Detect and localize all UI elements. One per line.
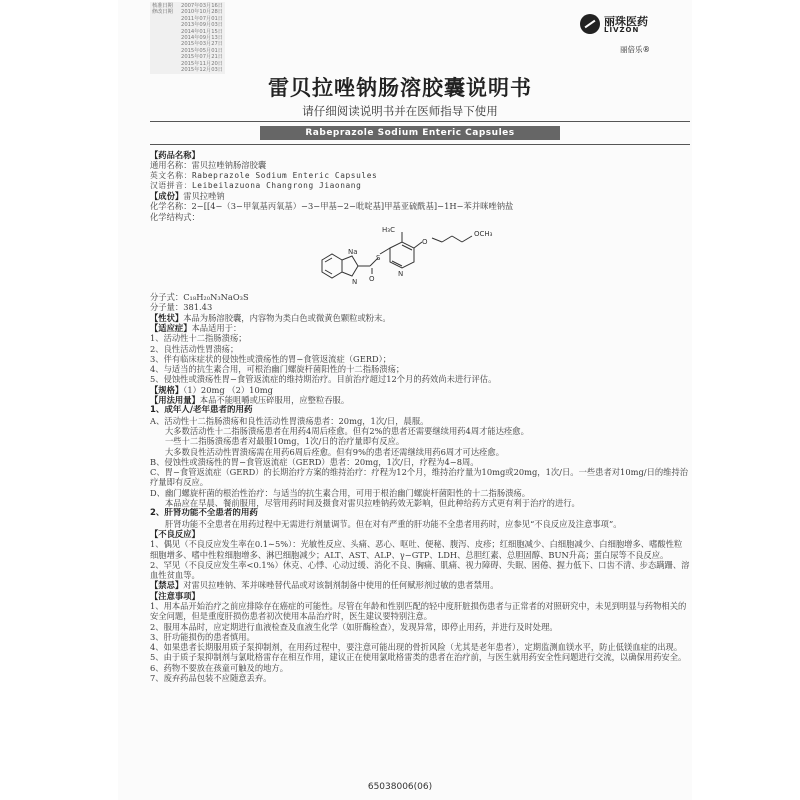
properties-text: 本品为肠溶胶囊，内容物为类白色或微黄色颗粒或粉末。 [183,312,391,323]
revision-date: 2010年10月28日 [181,9,223,16]
company-name-cn: 丽珠医药 [604,15,648,28]
note-item: 6、药物不要放在孩童可触及的地方。 [150,662,289,673]
structure-label: 化学结构式： [150,211,200,222]
molecular-weight: 分子量：381.43 [150,302,213,313]
leaflet-body [150,150,690,683]
pinyin-name: 汉语拼音：Leibeilazuona Changrong Jiaonang [150,180,362,190]
note-item: 7、废弃药品包装不应随意丢弃。 [150,673,272,684]
revision-date: 2015年03月27日 [181,41,223,48]
company-logo [580,8,670,60]
generic-name: 通用名称：雷贝拉唑钠肠溶胶囊 [150,160,267,171]
brand-name: 丽倍乐® [620,45,650,54]
spec-text: （1）20mg （2）10mg [183,384,273,395]
contra-text: 对雷贝拉唑钠、苯并咪唑替代品或对该制剂制备中使用的任何赋形剂过敏的患者禁用。 [183,580,499,591]
section-heading-contra: 【禁忌】 [150,580,184,591]
structure-pyridine-n: N [398,270,404,279]
structure-ether-o: O [422,238,428,247]
chemical-structure-diagram [318,214,518,294]
usage-note: 一些十二指肠溃疡患者对最服10mg，1次/日的治疗量即有反应。 [165,436,405,447]
revision-date: 2015年11月20日 [181,60,223,67]
structure-atom-o: O [369,275,375,284]
livzon-logo-icon [580,14,600,34]
usage-item-b: B、侵蚀性或溃疡性的胃−食管返流症（GERD）患者：20mg，1次/日，疗程为4−8周。 [150,456,479,467]
document-title: 雷贝拉唑钠肠溶胶囊说明书 [268,76,532,100]
section-heading-usage: 【用法用量】 [150,395,200,406]
indication-item: 3、伴有临床症状的侵蚀性或溃疡性的胃−食管返流症（GERD）； [150,353,392,364]
note-item: 3、肝功能损伤的患者慎用。 [150,631,255,642]
revision-date: 2014年09月13日 [181,34,223,41]
indication-item: 1、活动性十二指肠溃疡； [150,333,247,344]
document-code: 65038006(06) [367,782,433,792]
note-item: 4、如果患者长期服用质子泵抑制剂，在用药过程中，要注意可能出现的骨折风险（尤其是老年患者），定期监测血镁水平，防止低镁血症的出现。 [150,642,683,653]
usage-intro: 本品不能咀嚼或压碎服用，应整粒吞服。 [199,395,350,406]
approval-label: 核准日期 [152,3,173,9]
usage-note: 大多数良性活动性胃溃疡需在用药6周后痊愈。但有9%的患者还需继续用药6周才可达痊愈。 [165,446,505,457]
structure-methoxy: OCH₃ [474,230,493,239]
molecular-formula: 分子式：C₁₈H₂₀N₃NaO₃S [150,292,249,303]
section-heading-notes: 【注意事项】 [150,590,200,601]
english-name: 英文名称：Rabeprazole Sodium Enteric Capsules [150,170,378,180]
note-item: 1、用本品开始治疗之前应排除存在癌症的可能性。尽管在年龄和性别匹配的轻中度肝脏损伤患者与正常者的对照研究中，未见到明显与药物相关的安全问题，但是重度肝损伤患者初次使用本品治疗时，医生建议要特别注意。 [150,600,687,622]
revision-date: 2015年12月03日 [181,66,223,73]
divider [150,121,690,122]
structure-atom-na: Na [348,248,358,257]
usage-item-d: D、幽门螺旋杆菌的根治性治疗：与适当的抗生素合用，可用于根治幽门螺旋杆菌阳性的十二指肠溃疡。 [150,487,531,498]
usage-item-a: A、活动性十二指肠溃疡和良性活动性胃溃疡患者：20mg，1次/日，晨服。 [150,415,429,426]
usage-item-c: C、胃−食管返流症（GERD）的长期治疗方案的维持治疗：疗程为12个月，维持治疗量为10mg或20mg，1次/日。一些患者对10mg/日的维持治疗量即有反应。 [150,467,689,488]
revision-date: 2015年05月01日 [181,47,223,54]
indications-intro: 本品适用于： [191,322,242,333]
structure-atom-n: N [352,278,358,287]
section-heading-indications: 【适应症】 [150,322,192,333]
revision-date: 2014年01月15日 [181,28,223,35]
usage-note: 大多数活动性十二指肠溃疡患者在用药4周后痊愈。但有2%的患者还需要继续用药4周才能达痊愈。 [165,425,529,436]
adverse-rare: 2、罕见（不良反应发生率<0.1%）休克、心悸、心动过缓、消化不良、胸痛、肌痛、视力障碍、失眠、困倦、握力低下、口齿不清、步态蹒跚、溶血性贫血等。 [150,559,690,581]
revision-date: 2011年07月01日 [181,15,223,22]
section-heading-properties: 【性状】 [150,312,184,323]
section-heading-adverse: 【不良反应】 [150,528,200,539]
english-name-banner: Rabeprazole Sodium Enteric Capsules [260,126,560,140]
section-heading-composition: 【成份】 [150,191,184,202]
composition-text: 雷贝拉唑钠 [183,191,225,202]
indication-item: 5、侵蚀性或溃疡性胃−食管返流症的维持期治疗。目前治疗超过12个月的药效尚未进行评估。 [150,374,497,385]
chemical-name: 化学名称：2−[[4−（3−甲氧基丙氧基）−3−甲基−2−吡啶基]甲基亚硫酰基]−1H−苯并咪唑钠盐 [150,201,514,212]
usage-subheading-hepatic: 2、肝肾功能不全患者的用药 [150,508,258,519]
usage-hepatic-text: 肝肾功能不全患者在用药过程中无需进行剂量调节。但在对有严重的肝功能不全患者用药时，应参见“不良反应及注意事项”。 [165,518,622,529]
usage-subheading-adults: 1、成年人/老年患者的用药 [150,405,253,416]
usage-note: 本品应在早晨、餐前服用，尽管用药时间及摄食对雷贝拉唑钠药效无影响，但此种给药方式更有利于治疗的进行。 [165,498,580,509]
revision-label: 修改日期 [152,9,173,16]
section-heading-spec: 【规格】 [150,384,184,395]
revision-date: 2013年09月03日 [181,22,223,29]
revision-date: 2015年07月21日 [181,54,223,61]
company-name-en: LIVZON [604,26,640,34]
adverse-common: 1、偶见（不良反应发生率在0.1∼5%）：光敏性反应、头痛、恶心、呕吐、便秘、腹泻、皮疹；红细胞减少、白细胞减少、白细胞增多、嗜酸性粒细胞增多、嗜中性粒细胞增多、淋巴细胞减少；ALT、AST、ALP、γ−GTP、LDH、总胆红素、总胆固醇、BUN升高；蛋白尿等不良反应。 [150,539,683,560]
structure-atom-s: S [376,254,381,263]
approval-date: 2007年03月16日 [181,3,223,9]
indication-item: 2、良性活动性胃溃疡； [150,343,239,354]
indication-item: 4、与适当的抗生素合用，可根治幽门螺旋杆菌阳性的十二指肠溃疡； [150,364,405,375]
note-item: 2、服用本品时，应定期进行血液检查及血液生化学（如肝酶检查），发现异常，即停止用药，并进行及时处理。 [150,621,558,632]
approval-dates-box [150,2,225,74]
chemical-structure [150,222,690,292]
section-heading-name: 【药品名称】 [150,150,200,160]
document-subtitle: 请仔细阅读说明书并在医师指导下使用 [302,104,498,118]
divider [150,144,690,145]
structure-methyl: H₃C [382,226,395,235]
note-item: 5、由于质子泵抑制剂与氯吡格雷存在相互作用，建议正在使用氯吡格雷类的患者在治疗前，与医生就用药安全性问题进行交流，以确保用药安全。 [150,652,687,663]
